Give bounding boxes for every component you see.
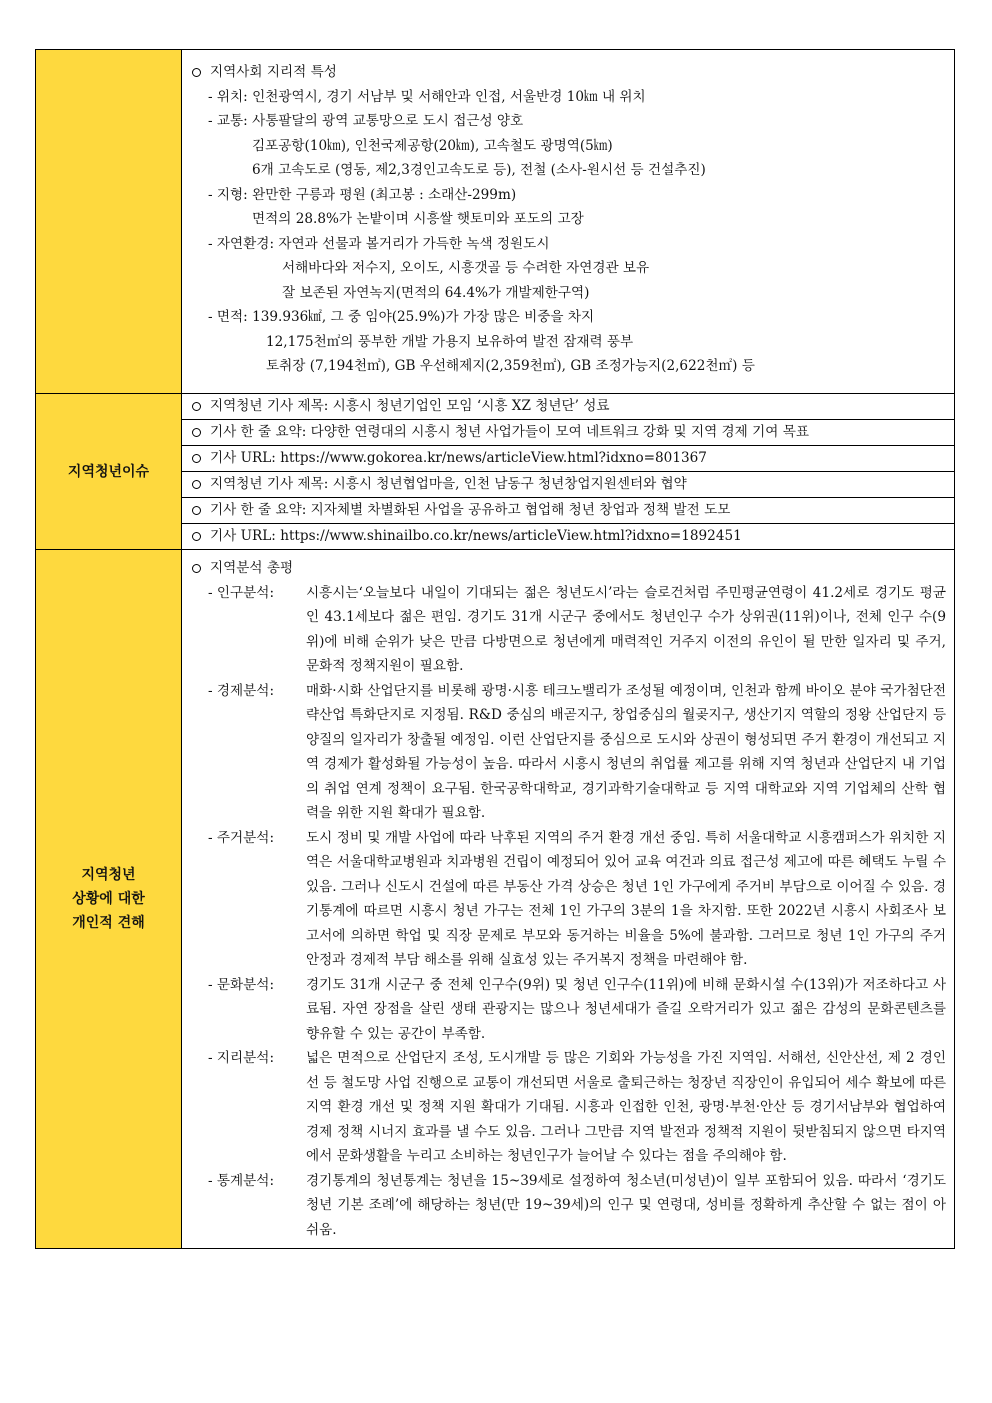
row-geography (36, 50, 955, 394)
circle-bullet-icon (192, 506, 201, 515)
geo-line: 김포공항(10㎞), 인천국제공항(20㎞), 고속철도 광명역(5㎞) (252, 137, 613, 154)
analysis-section (208, 581, 946, 679)
geo-line: 12,175천㎡의 풍부한 개발 가용지 보유하여 발전 잠재력 풍부 (266, 333, 634, 350)
geography-cell (182, 50, 955, 394)
analysis-section (208, 679, 946, 826)
circle-bullet-icon (192, 532, 201, 541)
label-cell-empty (36, 50, 182, 394)
geo-line: 서해바다와 저수지, 오이도, 시흥갯골 등 수려한 자연경관 보유 (282, 260, 650, 276)
analysis-section-head: - 인구분석: (208, 584, 275, 601)
geo-line: 토취장 (7,194천㎡), GB 우선해제지(2,359천㎡), GB 조정가능지(2,622천㎡) 등 (266, 358, 755, 374)
analysis-section (208, 826, 946, 973)
issue-lines (182, 394, 954, 549)
analysis-section-body: 경기도 31개 시군구 중 전체 인구수(9위) 및 청년 인구수(11위)에 비해 문화시설 수(13위)가 저조하다고 사료됨. 자연 장점을 살린 생태 관광지는 많으나 청년세대가 즐길 오락거리가 있고 젊은 감성의 문화콘텐츠를 향유할 수 있는 공간이 부족함. (306, 976, 946, 1042)
issue-text: 기사 한 줄 요약: 지자체별 차별화된 사업을 공유하고 협업해 청년 창업과 정책 발전 도모 (210, 502, 731, 518)
geo-line: - 위치: 인천광역시, 경기 서남부 및 서해안과 인접, 서울반경 10㎞ 내 위치 (208, 88, 646, 105)
document-table (35, 49, 955, 1249)
opinion-label-line1: 지역청년 (81, 867, 136, 883)
analysis-section-body: 매화·시화 산업단지를 비롯해 광명·시흥 테크노밸리가 조성될 예정이며, 인천과 함께 바이오 분야 국가첨단전략산업 특화단지로 지정됨. R&D 중심의 배곧지구, 창업중심의 월곶지구, 생산기지 역할의 정왕 산업단지 등 양질의 일자리가 창출될 예정임. 이런 산업단지를 중심으로 도시와 상권이 형성되면 주거 환경이 개선되고 지역 경제가 활성화될 가능성이 높음. 따라서 시흥시 청년의 취업률 제고를 위해 지역 청년과 산업단지 내 기업의 취업 연계 정책이 요구됨. 한국공학대학교, 경기과학기술대학교 등 지역 대학교와 지역 기업체의 산학 협력을 위한 지원 확대가 필요함. (306, 682, 946, 821)
geo-line: - 자연환경: 자연과 선물과 볼거리가 가득한 녹색 정원도시 (208, 235, 550, 252)
row-youth-issues (36, 394, 955, 550)
row-opinion (36, 550, 955, 1249)
analysis-section (208, 1169, 946, 1243)
geo-line: - 지형: 완만한 구릉과 평원 (최고봉 : 소래산-299m) (208, 186, 517, 203)
circle-bullet-icon (192, 564, 201, 573)
circle-bullet-icon (192, 454, 201, 463)
circle-bullet-icon (192, 428, 201, 437)
geo-lines (192, 85, 946, 379)
geo-line: - 교통: 사통팔달의 광역 교통망으로 도시 접근성 양호 (208, 113, 524, 129)
analysis-section-body: 경기통계의 청년통계는 청년을 15~39세로 설정하여 청소년(미성년)이 일부 포함되어 있음. 따라서 ‘경기도 청년 기본 조례’에 해당하는 청년(만 19~39세)의 인구 및 연령대, 성비를 정확하게 추산할 수 없는 점이 아쉬움. (306, 1172, 946, 1238)
youth-issue-label: 지역청년이슈 (36, 394, 182, 550)
analysis-section-head: - 주거분석: (208, 829, 275, 846)
analysis-section-head: - 경제분석: (208, 682, 275, 699)
analysis-section-head: - 지리분석: (208, 1050, 275, 1066)
opinion-cell (182, 550, 955, 1249)
issue-text: 기사 URL: https://www.gokorea.kr/news/articleView.html?idxno=801367 (210, 450, 707, 466)
geo-line: 면적의 28.8%가 논밭이며 시흥쌀 햇토미와 포도의 고장 (252, 211, 584, 227)
issue-line (182, 446, 954, 472)
opinion-label-line2: 상황에 대한 (72, 891, 145, 907)
issue-text: 지역청년 기사 제목: 시흥시 청년기업인 모임 ‘시흥 XZ 청년단’ 성료 (210, 398, 610, 414)
analysis-section-head: - 문화분석: (208, 976, 275, 993)
geo-header: 지역사회 지리적 특성 (192, 60, 946, 85)
analysis-section-body: 시흥시는‘오늘보다 내일이 기대되는 젊은 청년도시’라는 슬로건처럼 주민평균연령이 41.2세로 경기도 평균인 43.1세보다 젊은 편임. 경기도 31개 시군구 중에서도 청년인구 수가 상위권(11위)이나, 전체 인구 수(9위)에 비해 순위가 낮은 만큼 다방면으로 청년에게 매력적인 거주지 이전의 유인이 될 만한 일자리 및 주거, 문화적 정책지원이 필요함. (306, 584, 946, 674)
issue-text: 기사 URL: https://www.shinailbo.co.kr/news/articleView.html?idxno=1892451 (210, 528, 742, 544)
geo-line: - 면적: 139.936㎢, 그 중 임야(25.9%)가 가장 많은 비중을 차지 (208, 309, 595, 325)
geo-line: 잘 보존된 자연녹지(면적의 64.4%가 개발제한구역) (282, 284, 590, 301)
analysis-section (208, 973, 946, 1047)
opinion-sections (192, 581, 946, 1243)
analysis-section-body: 도시 정비 및 개발 사업에 따라 낙후된 지역의 주거 환경 개선 중임. 특히 서울대학교 시흥캠퍼스가 위치한 지역은 서울대학교병원과 치과병원 건립이 예정되어 있어 교육 여건과 의료 접근성 제고에 따른 혜택도 누릴 수 있음. 그러나 신도시 건설에 따른 부동산 가격 상승은 청년 1인 가구에게 주거비 부담으로 이어질 수 있음. 경기통계에 따르면 시흥시 청년 가구는 전체 1인 가구의 3분의 1을 차지함. 또한 2022년 시흥시 사회조사 보고서에 의하면 학업 및 직장 문제로 부모와 동거하는 비율을 5%에 불과함. 그러므로 청년 1인 가구의 주거 안정과 경제적 부담 해소를 위해 실효성 있는 주거복지 정책을 마련해야 함. (306, 829, 946, 968)
circle-bullet-icon (192, 402, 201, 411)
geo-line: 6개 고속도로 (영동, 제2,3경인고속도로 등), 전철 (소사-원시선 등 건설추진) (252, 162, 706, 178)
youth-issue-cell (182, 394, 955, 550)
issue-text: 지역청년 기사 제목: 시흥시 청년협업마을, 인천 남동구 청년창업지원센터와 협약 (210, 476, 687, 492)
analysis-section-body: 넓은 면적으로 산업단지 조성, 도시개발 등 많은 기회와 가능성을 가진 지역임. 서해선, 신안산선, 제 2 경인선 등 철도망 사업 진행으로 교통이 개선되면 서울로 출퇴근하는 청장년 직장인이 유입되어 세수 확보에 따른 지역 환경 개선 및 정책 지원 확대가 기대됨. 시흥과 인접한 인천, 광명·부천·안산 등 경기서남부와 협업하여 경제 정책 시너지 효과를 낼 수도 있음. 그러나 그만큼 지역 발전과 정책적 지원이 뒷받침되지 않으면 타지역에서 문화생활을 누리고 소비하는 청년인구가 늘어날 수 있다는 점을 주의해야 함. (306, 1050, 946, 1164)
issue-line (182, 498, 954, 524)
opinion-header: 지역분석 총평 (192, 556, 946, 581)
opinion-label (36, 550, 182, 1249)
issue-line (182, 524, 954, 549)
issue-line (182, 420, 954, 446)
issue-line (182, 394, 954, 420)
analysis-section (208, 1046, 946, 1169)
circle-bullet-icon (192, 68, 201, 77)
analysis-section-head: - 통계분석: (208, 1172, 275, 1189)
opinion-label-line3: 개인적 견해 (72, 915, 145, 931)
issue-text: 기사 한 줄 요약: 다양한 연령대의 시흥시 청년 사업가들이 모여 네트워크 강화 및 지역 경제 기여 목표 (210, 424, 809, 440)
issue-line (182, 472, 954, 498)
circle-bullet-icon (192, 480, 201, 489)
